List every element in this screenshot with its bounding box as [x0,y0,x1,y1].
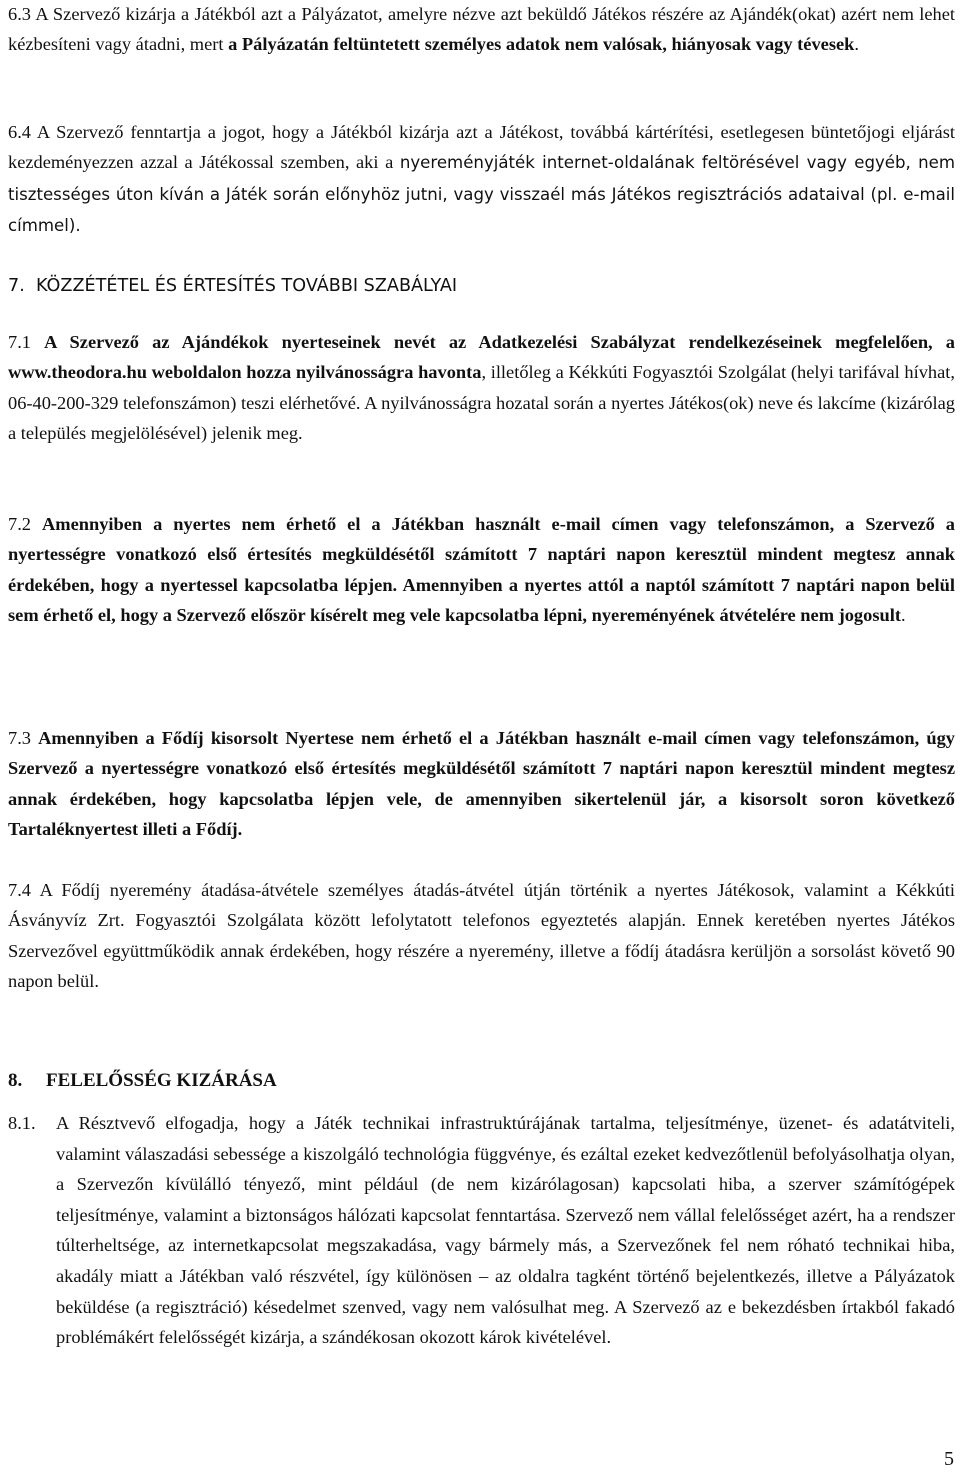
paragraph-text: , illetőleg a Kékkúti Fogyasztói Szolgálat (helyi tarifával hívhat, 06-40-200-329 telefonszámon) teszi elérhetővé. A nyilvánosságra hozatal során a nyertes Játékos(ok) neve és lakcíme (kizárólag a település megjelölésével) jelenik meg. [8,362,955,443]
paragraph-number: 6.3 [8,4,31,24]
paragraph-6-4 [8,117,955,241]
paragraph-text-bold: Amennyiben a nyertes nem érhető el a Játékban használt e-mail címen vagy telefonszámon, a Szervező a nyertességre vonatkozó első értesítés megküldésétől számított 7 naptári napon keresztül mindent megtesz annak érdekében, hogy a nyertessel kapcsolatba lépjen. Amennyiben a nyertes attól a naptól számított 7 naptári napon belül sem érhető el, hogy a Szervező először kísérelt meg vele kapcsolatba lépni, nyereményének átvételére nem jogosult [8,514,955,625]
paragraph-text: . [854,34,859,55]
paragraph-text-bold: a Pályázatán feltüntetett személyes adatok nem valósak, hiányosak vagy tévesek [228,34,855,55]
paragraph-6-3 [8,0,955,60]
heading-number: 8. [8,1070,23,1091]
heading-title: KÖZZÉTÉTEL ÉS ÉRTESÍTÉS TOVÁBBI SZABÁLYAI [35,276,458,296]
paragraph-text-bold: Amennyiben a Fődíj kisorsolt Nyertese nem érhető el a Játékban használt e-mail címen vagy telefonszámon, úgy Szervező a nyertességre vonatkozó első értesítés megküldésétől számított 7 naptári napon keresztül mindent megtesz annak érdekében, hogy kapcsolatba lépjen vele, de amennyiben sikertelenül jár, a kisorsolt soron következő Tartaléknyertest illeti a Fődíj. [8,728,955,839]
paragraph-number: 7.3 [8,728,31,748]
paragraph-number: 7.4 [8,880,31,900]
heading-title: FELELŐSSÉG KIZÁRÁSA [46,1070,277,1091]
paragraph-text: A Szervező fenntartja a jogot, hogy a Játékból kizárja azt a Játékost, továbbá kártérítési, esetlegesen büntetőjogi eljárást kezdeményezzen azzal a Játékossal szemben, aki a [8,122,955,173]
paragraph-8-1 [8,1108,955,1353]
paragraph-number: 7.2 [8,514,31,534]
paragraph-text-sans: nyereményjáték internet-oldalának feltörésével vagy egyéb, nem tisztességes úton kíván a Játék során előnyhöz jutni, vagy visszaél más Játékos regisztrációs adataival (pl. e-mail címmel). [8,153,955,235]
paragraph-7-4 [8,875,955,996]
section-heading-8 [8,1066,277,1096]
heading-number: 7. [8,276,25,296]
page-number: 5 [944,1448,954,1470]
paragraph-text: A Fődíj nyeremény átadása-átvétele személyes átadás-átvétel útján történik a nyertes Játékosok, valamint a Kékkúti Ásványvíz Zrt. Fogyasztói Szolgálata között lefolytatott telefonos egyeztetés alapján. Ennek keretében nyertes Játékos Szervezővel együttműködik annak érdekében, hogy részére a nyeremény, illetve a fődíj átadásra kerüljön a sorsolást követő 90 napon belül. [8,880,955,991]
paragraph-text: A Résztvevő elfogadja, hogy a Játék technikai infrastruktúrájának tartalma, teljesítménye, üzenet- és adatátviteli, valamint válaszadási sebessége a kiszolgáló technológia függvénye, és ezáltal ezeket kedvezőtlenül befolyásolhatja olyan, a Szervezőn kívülálló tényező, mint például (de nem kizárólagosan) kapcsolati hiba, a szerver számítógépek teljesítménye, valamint a biztonságos hálózati kapcsolat fenntartása. Szervező nem vállal felelősséget azért, ha a rendszer túlterheltsége, az internetkapcsolat megszakadása, vagy bármely más, a Szervezőnek fel nem róható technikai hiba, akadály miatt a Játékban való részvétel, így különösen – az oldalra tagként történő bejelentkezés, illetve a Pályázatok beküldése (a regisztráció) késedelmet szenved, vagy nem valósulhat meg. A Szervező az e bekezdésben írtakból fakadó problémákért felelősségét kizárja, a szándékosan okozott károk kivételével. [56,1113,955,1348]
paragraph-number: 6.4 [8,122,31,142]
paragraph-text: A Szervező kizárja a Játékból azt a Pályázatot, amelyre nézve azt beküldő Játékos részére az Ajándék(okat) azért nem lehet kézbesíteni vagy átadni, mert [8,4,955,55]
paragraph-7-1 [8,327,955,448]
paragraph-7-3 [8,723,955,844]
section-heading-7 [8,271,457,301]
paragraph-7-2 [8,509,955,630]
paragraph-number: 7.1 [8,332,31,352]
paragraph-number: 8.1. [8,1113,36,1133]
paragraph-text: . [900,604,906,625]
paragraph-text-bold: A Szervező az Ajándékok nyerteseinek nevét az Adatkezelési Szabályzat rendelkezéseinek megfelelően, a www.theodora.hu weboldalon hozza nyilvánosságra havonta [8,332,955,383]
